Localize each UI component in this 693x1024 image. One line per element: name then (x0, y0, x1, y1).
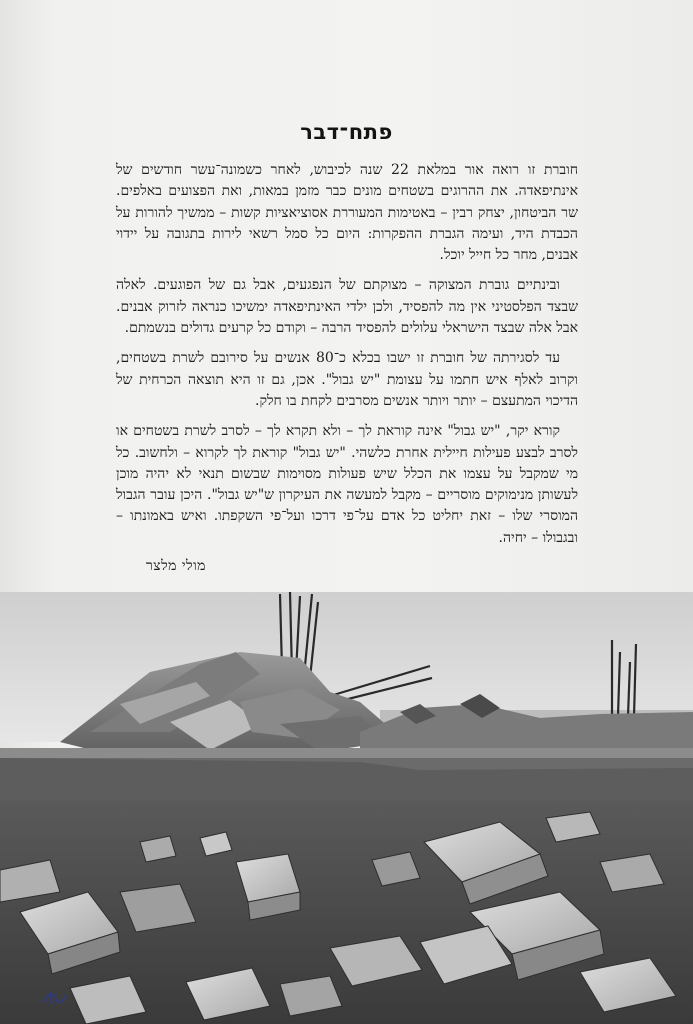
page-title: פתח־דבר (300, 120, 393, 144)
handwritten-page-mark (40, 986, 70, 1008)
paragraph-3: עד לסגירתה של חוברת זו ישבו בכלא כ־80 אנשים על סירובם לשרת בשטחים, וקרוב לאלף איש חתמו על עצומת "יש גבול". אכן, גם זו היא תוצאה הכרחית של הדיכוי המתעצם – יותר ויותר אנשים מסרבים לקחת בו חלק. (116, 350, 578, 409)
ruins-photo (0, 592, 693, 1024)
paragraph-4: קורא יקר, "יש גבול" אינה קוראת לך – ולא תקרא לך – לסרב לשרת בשטחים או לסרב לבצע פעילות חיילית אחרת כלשהי. "יש גבול" קוראת לך לקרוא – ולחשוב. כל מי שמקבל על עצמו את הכלל שיש פעולות מסוימות שבשום תנאי לא יהיה מוכן לעשותן מנימוקים מוסריים – מקבל למעשה את העיקרון ש"יש גבול". היכן עובר הגבול המוסרי שלו – זאת יחליט כל אדם על־פי דרכו ועל־פי השקפתו. ואיש באמונתו – ובגבולו – יחיה. (116, 423, 579, 546)
foreword-body (116, 160, 578, 558)
author-signature: מולי מלצר (145, 558, 206, 574)
paragraph-1: חוברת זו רואה אור במלאת 22 שנה לכיבוש, לאחר כשמונה־עשר חודשים של אינתיפאדה. את ההרוגים בשטחים מונים כבר מזמן במאות, ואת הפצועים באלפים. שר הביטחון, יצחק רבין – באטימות המעוררת אסוציאציות קשות – ממשיך להורות על הכבדת היד, ועימה הגברת ההפקרות: היום כל סמל רשאי לירות בתגובה על יידוי אבנים, מחר כל חייל יוכל. (116, 162, 578, 264)
paragraph-2: ובינתיים גוברת המצוקה – מצוקתם של הנפגעים, אבל גם של הפוגעים. לאלה שבצד הפלסטיני אין מה להפסיד, ולכן ילדי האינתיפאדה ימשיכו כנראה לזרוק אבנים. אבל אלה שבצד הישראלי עלולים להפסיד הרבה – וקודם כל קרעים גדולים בנשמתם. (116, 277, 578, 337)
